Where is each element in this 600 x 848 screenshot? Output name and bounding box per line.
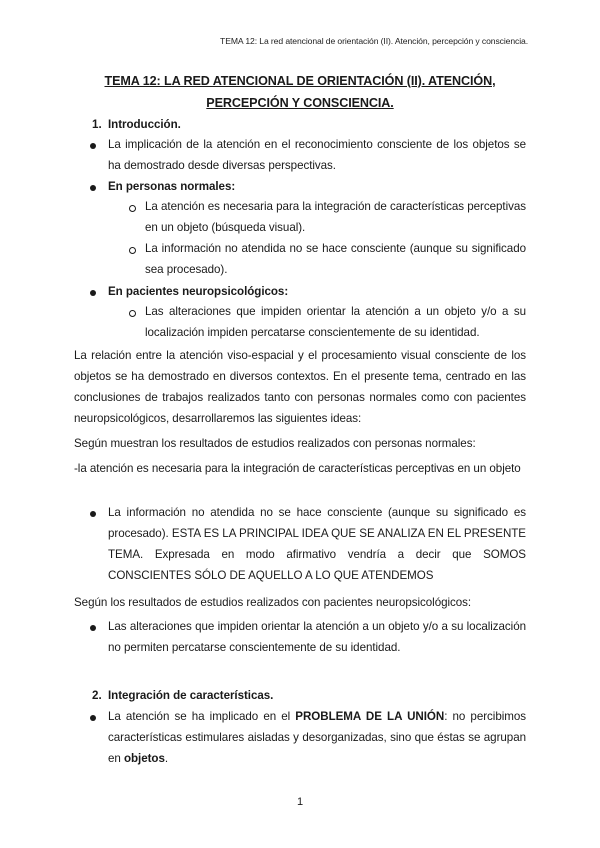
- sub-bullet-circle: [129, 310, 136, 317]
- integration-paragraph: -la atención es necesaria para la integración de características perceptivas en un objeto: [74, 462, 521, 475]
- union-bullet: [108, 706, 526, 769]
- info-bullet: La información no atendida no se hace consciente (aunque su significado es procesado). ESTA ES LA PRINCIPAL IDEA QUE SE ANALIZA EN EL PRESENTE TEMA. Expresada en modo afirmativo vendría a decir que SOMOS CONSCIENTES SÓLO DE AQUELLO A LO QUE ATENDEMOS: [108, 506, 526, 582]
- bullet-dot: [90, 625, 96, 631]
- pacientes-results-paragraph: Según los resultados de estudios realizados con pacientes neuropsicológicos:: [74, 596, 472, 609]
- alteraciones-bullet: Las alteraciones que impiden orientar la atención a un objeto y/o a su localización no permiten percatarse conscientemente de su identidad.: [108, 620, 526, 654]
- union-problem-term: PROBLEMA DE LA UNIÓN: [295, 710, 445, 723]
- union-text-3: .: [164, 752, 169, 765]
- bullet-dot: [90, 143, 96, 149]
- sub-bullet-circle: [129, 205, 136, 212]
- section-2-heading: Integración de características.: [108, 689, 274, 702]
- pacientes-heading: En pacientes neuropsicológicos:: [108, 285, 289, 298]
- bullet-dot: [90, 290, 96, 296]
- normales-heading: En personas normales:: [108, 180, 236, 193]
- section-1-heading: Introducción.: [108, 118, 181, 131]
- section-2-number: 2.: [92, 689, 102, 702]
- document-title: [74, 70, 526, 114]
- bullet-dot: [90, 511, 96, 517]
- union-objects-term: objetos: [123, 752, 165, 765]
- running-header: TEMA 12: La red atencional de orientación (II). Atención, percepción y consciencia.: [220, 36, 528, 46]
- relation-paragraph: La relación entre la atención viso-espacial y el procesamiento visual consciente de los objetos se ha demostrado en diversos contextos. En el presente tema, centrado en las conclusiones de trabajos realizados tanto con personas normales como con pacientes neuropsicológicos, desarrollaremos las siguientes ideas:: [74, 349, 526, 425]
- title-line-1: TEMA 12: LA RED ATENCIONAL DE ORIENTACIÓN (II). ATENCIÓN,: [104, 74, 496, 88]
- union-text-2: : no percibimos características estimulares aisladas y desorganizadas, sino que éstas se agrupan en: [108, 710, 526, 765]
- page-number: 1: [296, 796, 304, 808]
- pacientes-sub-1: Las alteraciones que impiden orientar la atención a un objeto y/o a su localización impiden percatarse conscientemente de su identidad.: [145, 305, 526, 339]
- normales-sub-1: La atención es necesaria para la integración de características perceptivas en un objeto (búsqueda visual).: [145, 200, 526, 234]
- sub-bullet-circle: [129, 247, 136, 254]
- union-text-1: La atención se ha implicado en el: [108, 710, 296, 723]
- normales-results-paragraph: Según muestran los resultados de estudios realizados con personas normales:: [74, 437, 476, 450]
- normales-sub-2: La información no atendida no se hace consciente (aunque su significado sea procesado).: [145, 242, 526, 276]
- title-line-2: PERCEPCIÓN Y CONSCIENCIA.: [206, 96, 394, 110]
- bullet-dot: [90, 715, 96, 721]
- intro-bullet: La implicación de la atención en el reconocimiento consciente de los objetos se ha demostrado desde diversas perspectivas.: [108, 138, 526, 172]
- section-1-number: 1.: [92, 118, 102, 131]
- bullet-dot: [90, 185, 96, 191]
